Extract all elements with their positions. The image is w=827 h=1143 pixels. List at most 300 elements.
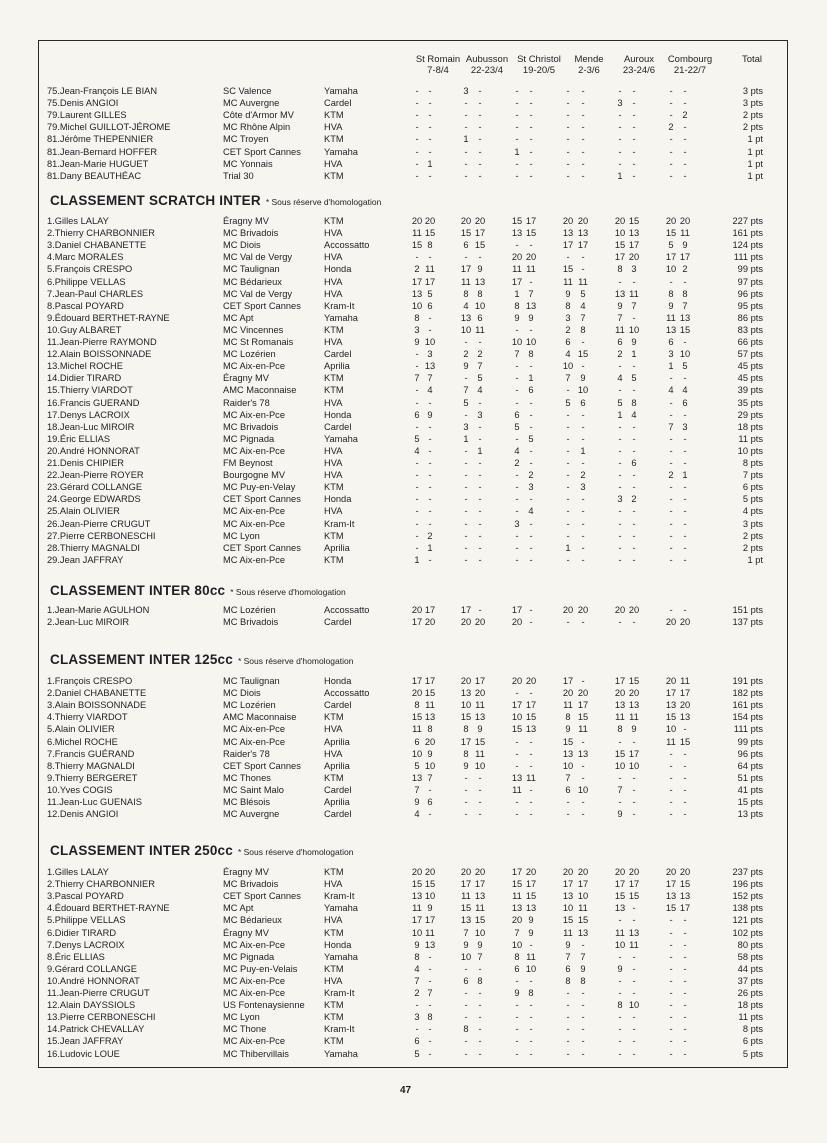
round-score: - <box>464 470 468 481</box>
table-row <box>0 384 827 396</box>
round-score: 20 <box>424 736 436 747</box>
round-score: - <box>464 110 468 121</box>
round-score: - <box>581 772 585 783</box>
round-score: - <box>464 445 468 456</box>
round-score: 1 <box>617 170 623 181</box>
round-score: - <box>566 385 570 396</box>
round-score: 15 <box>411 712 423 723</box>
section-title <box>50 652 353 667</box>
club-name: CET Sport Cannes <box>223 760 301 771</box>
round-score: - <box>581 809 585 820</box>
motorcycle-make: KTM <box>324 482 344 493</box>
round-score: 6 <box>427 797 433 807</box>
club-name: Raider's 78 <box>223 397 270 408</box>
round-score: - <box>428 86 432 96</box>
round-score: - <box>515 688 519 699</box>
round-score: 20 <box>474 216 486 226</box>
round-score: 7 <box>427 772 433 783</box>
round-score: 11 <box>615 927 625 938</box>
section-title <box>50 843 353 858</box>
club-name: MC Aix-en-Pce <box>223 975 285 986</box>
club-name: MC Lozérien <box>223 700 276 711</box>
round-score: - <box>515 1048 519 1059</box>
round-score: - <box>478 421 482 432</box>
motorcycle-make: Kram-It <box>324 891 355 902</box>
round-score: 10 <box>665 264 677 275</box>
round-score: - <box>415 518 419 529</box>
round-score: 4 <box>414 963 420 974</box>
section-title-text: CLASSEMENT INTER 80cc <box>50 583 226 598</box>
rider-name: 81.Jean-Bernard HOFFER <box>47 146 158 157</box>
round-score: - <box>515 170 519 181</box>
round-score: - <box>529 760 533 771</box>
total-points: 58 pts <box>737 951 763 962</box>
round-score: 20 <box>665 676 677 686</box>
total-points: 121 pts <box>732 915 763 926</box>
round-score: - <box>566 158 570 169</box>
round-score: 10 <box>665 724 677 735</box>
round-score: 3 <box>463 86 469 96</box>
round-score: 6 <box>414 1036 420 1047</box>
round-score: 10 <box>424 891 436 902</box>
round-score: 17 <box>460 736 472 747</box>
round-score: 5 <box>514 421 520 432</box>
round-score: 15 <box>525 891 537 902</box>
rider-name: 12.Alain BOISSONNADE <box>47 349 152 360</box>
round-score: 13 <box>525 300 537 311</box>
club-name: CET Sport Cannes <box>223 542 301 553</box>
round-score: 20 <box>577 605 589 615</box>
round-score: 20 <box>460 216 472 226</box>
round-score: 15 <box>665 228 677 239</box>
round-score: 13 <box>411 288 423 299</box>
round-score: 17 <box>525 216 537 226</box>
rider-name: 14.Didier TIRARD <box>47 373 122 384</box>
round-score: - <box>566 797 570 807</box>
round-score: 17 <box>665 252 677 263</box>
round-score: 11 <box>475 700 485 711</box>
round-score: 20 <box>424 617 436 628</box>
round-score: 13 <box>511 772 523 783</box>
table-row <box>0 939 827 951</box>
round-score: 17 <box>411 676 423 686</box>
rider-name: 8.Éric ELLIAS <box>47 951 105 962</box>
round-score: - <box>464 98 468 109</box>
round-score: - <box>464 809 468 820</box>
round-score: - <box>581 252 585 263</box>
round-score: 15 <box>511 724 523 735</box>
round-score: 17 <box>411 915 423 926</box>
rider-name: 13.Pierre CERBONESCHI <box>47 1012 156 1023</box>
round-score: - <box>428 951 432 962</box>
round-score: 20 <box>411 688 423 699</box>
round-score: 1 <box>514 146 520 157</box>
club-name: MC Aix-en-Pce <box>223 518 285 529</box>
round-score: - <box>669 482 673 493</box>
motorcycle-make: KTM <box>324 867 344 877</box>
round-score: - <box>618 1036 622 1047</box>
round-score: 3 <box>682 421 688 432</box>
round-score: 8 <box>528 349 534 360</box>
motorcycle-make: Honda <box>324 939 352 950</box>
round-score: 8 <box>631 397 637 408</box>
club-name: MC Diois <box>223 688 261 699</box>
club-name: MC Lyon <box>223 530 260 541</box>
motorcycle-make: KTM <box>324 170 344 181</box>
round-score: 11 <box>666 736 676 747</box>
round-score: - <box>632 784 636 795</box>
club-name: SC Valence <box>223 86 272 96</box>
round-score: - <box>618 542 622 553</box>
round-score: 15 <box>411 879 423 890</box>
club-name: CET Sport Cannes <box>223 300 301 311</box>
round-score: - <box>683 482 687 493</box>
total-points: 29 pts <box>737 409 763 420</box>
round-score: 15 <box>577 915 589 926</box>
rider-name: 6.Didier TIRARD <box>47 927 117 938</box>
table-row <box>0 808 827 820</box>
round-score: 20 <box>679 867 691 877</box>
round-score: - <box>632 915 636 926</box>
round-score: - <box>415 542 419 553</box>
round-score: - <box>478 433 482 444</box>
round-score: - <box>618 530 622 541</box>
club-name: MC Aix-en-Pce <box>223 554 285 565</box>
club-name: MC Pignada <box>223 433 275 444</box>
total-points: 45 pts <box>737 373 763 384</box>
round-score: - <box>529 797 533 807</box>
round-score: - <box>464 337 468 347</box>
round-score: 10 <box>577 385 589 396</box>
round-score: - <box>566 470 570 481</box>
round-score: - <box>464 373 468 384</box>
round-score: - <box>566 445 570 456</box>
round-score: 13 <box>460 312 472 323</box>
round-score: 6 <box>427 300 433 311</box>
total-points: 11 pts <box>738 1012 763 1023</box>
round-score: - <box>428 433 432 444</box>
round-score: 13 <box>474 712 486 723</box>
total-points: 11 pts <box>738 433 763 444</box>
round-score: - <box>632 312 636 323</box>
round-score: - <box>618 421 622 432</box>
motorcycle-make: Cardel <box>324 809 352 820</box>
round-score: 20 <box>628 605 640 615</box>
rider-name: 8.Pascal POYARD <box>47 300 124 311</box>
round-score: 11 <box>461 891 471 902</box>
round-score: - <box>515 122 519 133</box>
table-row <box>0 170 827 182</box>
table-row <box>0 445 827 457</box>
round-score: - <box>683 951 687 962</box>
round-score: 13 <box>424 939 436 950</box>
round-score: 6 <box>528 385 534 396</box>
rider-name: 22.Jean-Pierre ROYER <box>47 470 144 481</box>
round-score: 1 <box>631 349 637 360</box>
motorcycle-make: KTM <box>324 324 344 335</box>
round-score: 11 <box>412 724 422 735</box>
round-score: - <box>581 939 585 950</box>
round-score: 2 <box>580 470 586 481</box>
round-score: 20 <box>679 216 691 226</box>
round-score: - <box>669 494 673 505</box>
round-score: 13 <box>614 903 626 914</box>
round-score: - <box>566 482 570 493</box>
total-points: 191 pts <box>732 676 763 686</box>
round-score: - <box>683 927 687 938</box>
round-score: - <box>669 554 673 565</box>
total-points: 1 pt <box>747 134 763 145</box>
motorcycle-make: HVA <box>324 337 343 347</box>
motorcycle-make: KTM <box>324 772 344 783</box>
round-score: 2 <box>668 122 674 133</box>
round-score: 17 <box>679 688 691 699</box>
club-name: CET Sport Cannes <box>223 494 301 505</box>
round-score: - <box>566 134 570 145</box>
round-score: - <box>581 1048 585 1059</box>
round-score: - <box>415 134 419 145</box>
round-score: 2 <box>427 530 433 541</box>
table-row <box>0 530 827 542</box>
table-row <box>0 97 827 109</box>
round-score: 11 <box>615 712 625 723</box>
round-score: - <box>428 1024 432 1035</box>
round-score: - <box>581 409 585 420</box>
round-score: - <box>581 1024 585 1035</box>
round-score: - <box>669 530 673 541</box>
round-score: 15 <box>577 349 589 360</box>
round-score: 15 <box>628 891 640 902</box>
motorcycle-make: Yamaha <box>324 86 358 96</box>
round-score: 11 <box>680 228 690 239</box>
round-score: - <box>618 433 622 444</box>
table-row <box>0 927 827 939</box>
round-score: 17 <box>511 700 523 711</box>
round-score: - <box>428 1036 432 1047</box>
round-score: - <box>478 518 482 529</box>
total-points: 5 pts <box>742 1048 763 1059</box>
round-score: - <box>478 1000 482 1011</box>
round-score: - <box>464 530 468 541</box>
round-score: 17 <box>525 879 537 890</box>
round-score: - <box>683 760 687 771</box>
round-score: - <box>464 1012 468 1023</box>
round-score: - <box>669 1000 673 1011</box>
round-score: - <box>669 98 673 109</box>
round-score: - <box>529 324 533 335</box>
round-score: 6 <box>565 337 571 347</box>
round-score: - <box>566 98 570 109</box>
round-score: 9 <box>565 939 571 950</box>
round-score: 7 <box>414 975 420 986</box>
round-score: 11 <box>563 276 573 287</box>
club-name: MC Aix-en-Pce <box>223 409 285 420</box>
round-score: 9 <box>631 724 637 735</box>
round-score: - <box>428 98 432 109</box>
round-score: - <box>669 458 673 468</box>
round-score: - <box>415 349 419 360</box>
round-score: 10 <box>628 1000 640 1011</box>
round-score: 13 <box>665 700 677 711</box>
round-score: - <box>669 542 673 553</box>
round-score: - <box>632 433 636 444</box>
round-score: 17 <box>628 879 640 890</box>
motorcycle-make: KTM <box>324 110 344 121</box>
round-score: 17 <box>411 617 423 628</box>
round-score: - <box>566 421 570 432</box>
club-name: AMC Maconnaise <box>223 385 297 396</box>
rider-name: 6.Michel ROCHE <box>47 736 118 747</box>
round-score: - <box>428 482 432 493</box>
round-score: 17 <box>614 252 626 263</box>
table-row <box>0 433 827 445</box>
club-name: MC Aix-en-Pce <box>223 939 285 950</box>
rider-name: 1.Gilles LALAY <box>47 216 109 226</box>
round-score: 20 <box>614 216 626 226</box>
round-score: 4 <box>682 385 688 396</box>
round-score: - <box>415 482 419 493</box>
round-score: 11 <box>578 903 588 914</box>
round-score: - <box>529 736 533 747</box>
motorcycle-make: KTM <box>324 712 344 723</box>
round-score: - <box>415 146 419 157</box>
total-points: 41 pts <box>737 784 763 795</box>
round-score: 10 <box>577 784 589 795</box>
round-score: 17 <box>424 605 436 615</box>
round-score: 11 <box>563 927 573 938</box>
motorcycle-make: KTM <box>324 530 344 541</box>
round-score: 4 <box>565 349 571 360</box>
round-score: - <box>683 170 687 181</box>
round-score: - <box>478 482 482 493</box>
round-score: 9 <box>580 963 586 974</box>
total-points: 6 pts <box>742 482 763 493</box>
round-score: - <box>478 772 482 783</box>
table-row <box>0 902 827 914</box>
round-score: 11 <box>475 324 485 335</box>
round-score: 8 <box>463 748 469 759</box>
round-score: 13 <box>562 748 574 759</box>
round-score: - <box>669 409 673 420</box>
round-score: - <box>415 397 419 408</box>
motorcycle-make: KTM <box>324 1000 344 1011</box>
club-name: MC Auvergne <box>223 98 280 109</box>
round-score: 20 <box>614 867 626 877</box>
rider-name: 11.Jean-Pierre CRUGUT <box>47 988 150 998</box>
homologation-note: * Sous réserve d'homologation <box>237 656 354 666</box>
round-score: 20 <box>628 867 640 877</box>
round-score: - <box>618 736 622 747</box>
round-score: - <box>515 324 519 335</box>
round-score: - <box>529 518 533 529</box>
round-score: - <box>632 1012 636 1023</box>
round-score: - <box>683 337 687 347</box>
club-name: MC Aix-en-Pce <box>223 445 285 456</box>
round-score: 13 <box>679 312 691 323</box>
total-points: 39 pts <box>737 385 763 396</box>
total-points: 151 pts <box>732 605 763 615</box>
round-score: - <box>632 506 636 517</box>
round-score: 3 <box>617 494 623 505</box>
round-score: 11 <box>412 903 422 914</box>
round-score: - <box>683 134 687 145</box>
round-score: 5 <box>463 397 469 408</box>
rider-name: 10.Yves COGIS <box>47 784 113 795</box>
round-score: - <box>415 1000 419 1011</box>
round-score: 20 <box>628 688 640 699</box>
round-score: 17 <box>411 276 423 287</box>
rider-name: 14.Patrick CHEVALLAY <box>47 1024 145 1035</box>
round-score: - <box>515 809 519 820</box>
rider-name: 10.André HONNORAT <box>47 975 140 986</box>
round-score: - <box>478 784 482 795</box>
rider-name: 29.Jean JAFFRAY <box>47 554 124 565</box>
round-score: 15 <box>614 891 626 902</box>
round-score: 20 <box>679 700 691 711</box>
table-row <box>0 251 827 263</box>
round-score: 20 <box>562 688 574 699</box>
round-score: - <box>632 1048 636 1059</box>
round-score: 10 <box>474 927 486 938</box>
round-score: - <box>618 445 622 456</box>
club-name: MC Vincennes <box>223 324 284 335</box>
table-row <box>0 518 827 530</box>
rider-name: 11.Jean-Luc GUENAIS <box>47 797 142 807</box>
motorcycle-make: Aprilia <box>324 542 350 553</box>
round-score: - <box>566 110 570 121</box>
total-points: 137 pts <box>732 617 763 628</box>
round-score: 20 <box>679 617 691 628</box>
round-score: 13 <box>577 927 589 938</box>
round-score: 6 <box>477 312 483 323</box>
col-header-combourg: Combourg 21-22/7 <box>667 54 713 76</box>
round-score: - <box>428 252 432 263</box>
round-score: 2 <box>477 349 483 360</box>
round-score: - <box>632 518 636 529</box>
round-score: - <box>632 951 636 962</box>
round-score: - <box>428 312 432 323</box>
round-score: 10 <box>511 337 523 347</box>
round-score: 6 <box>682 397 688 408</box>
rider-name: 28.Thierry MAGNALDI <box>47 542 140 553</box>
total-points: 196 pts <box>732 879 763 890</box>
round-score: - <box>683 494 687 505</box>
total-points: 138 pts <box>732 903 763 914</box>
round-score: - <box>529 122 533 133</box>
rider-name: 1.Jean-Marie AGULHON <box>47 605 150 615</box>
round-score: - <box>515 797 519 807</box>
round-score: - <box>669 975 673 986</box>
round-score: - <box>428 963 432 974</box>
round-score: 20 <box>460 676 472 686</box>
round-score: - <box>566 1048 570 1059</box>
round-score: - <box>529 1024 533 1035</box>
round-score: 10 <box>614 760 626 771</box>
total-points: 26 pts <box>737 988 763 998</box>
rider-name: 7.Jean-Paul CHARLES <box>47 288 144 299</box>
round-score: - <box>683 458 687 468</box>
round-score: 11 <box>475 748 485 759</box>
round-score: - <box>415 122 419 133</box>
round-score: - <box>581 760 585 771</box>
club-name: Bourgogne MV <box>223 470 286 481</box>
table-row <box>0 951 827 963</box>
round-score: 3 <box>617 98 623 109</box>
section-title <box>50 583 346 598</box>
round-score: - <box>464 963 468 974</box>
round-score: - <box>683 975 687 986</box>
round-score: - <box>415 421 419 432</box>
